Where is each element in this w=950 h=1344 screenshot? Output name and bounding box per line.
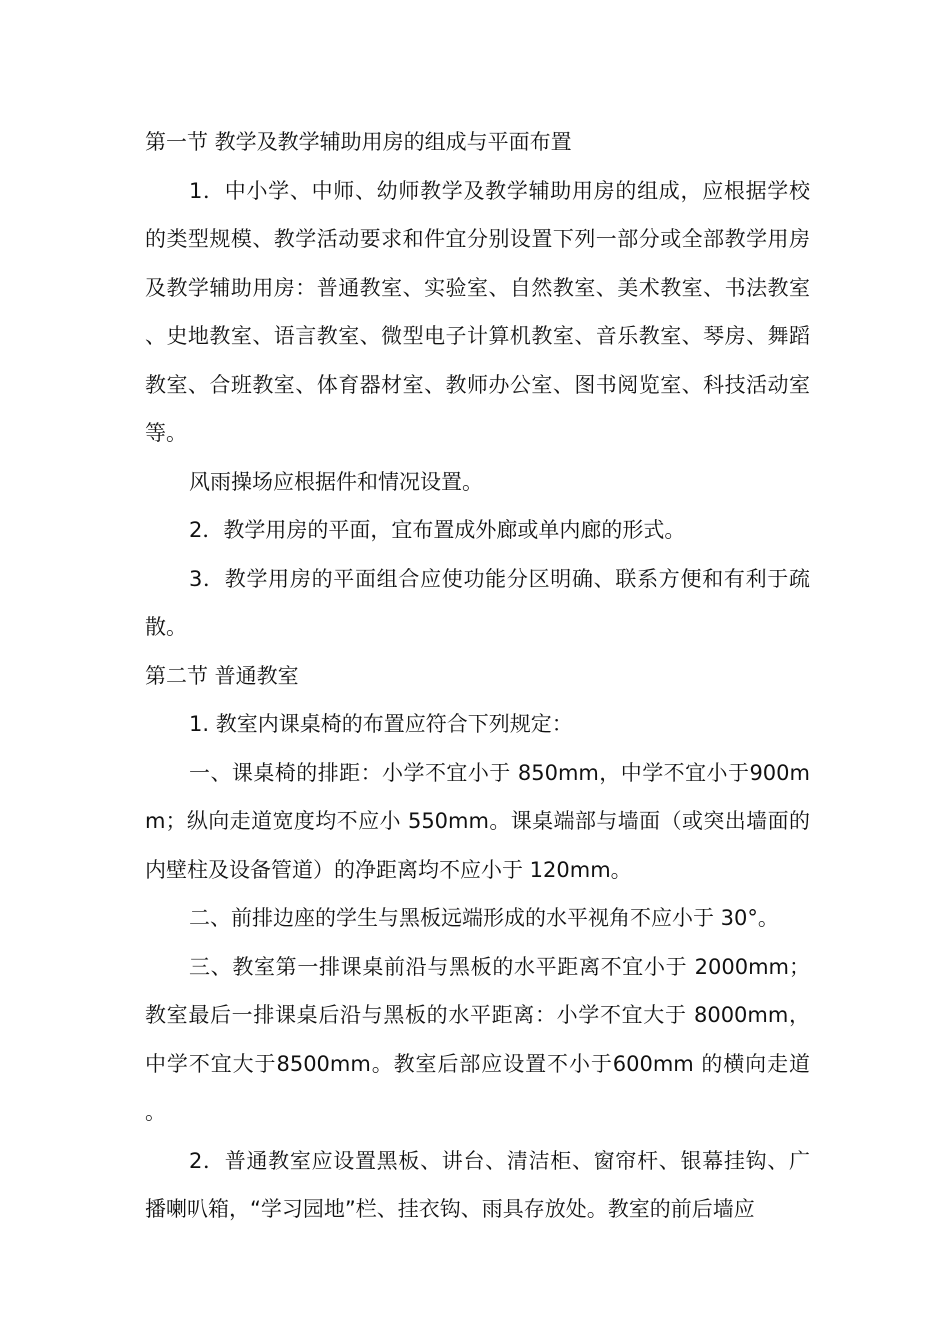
- paragraph: 2．教学用房的平面，宜布置成外廊或单内廊的形式。: [189, 518, 686, 542]
- paragraph: 3．教学用房的平面组合应使功能分区明确、联系方便和有利于疏散。: [145, 566, 810, 639]
- section-heading: 第一节 教学及教学辅助用房的组成与平面布置: [145, 130, 572, 154]
- paragraph: 1．中小学、中师、幼师教学及教学辅助用房的组成，应根据学校的类型规模、教学活动要求和件宜分别设置下列一部分或全部教学用房及教学辅助用房：普通教室、实验室、自然教室、美术教室、书法教室、史地教室、语言教室、微型电子计算机教室、音乐教室、琴房、舞蹈教室、合班教室、体育器材室、教师办公室、图书阅览室、科技活动室等。: [145, 178, 810, 445]
- paragraph: 一、课桌椅的排距：小学不宜小于 850mm，中学不宜小于900mm；纵向走道宽度均不应小 550mm。课桌端部与墙面（或突出墙面的内壁柱及设备管道）的净距离均不应小于 120mm。: [145, 760, 810, 882]
- paragraph: 2．普通教室应设置黑板、讲台、清洁柜、窗帘杆、银幕挂钩、广播喇叭箱，“学习园地”栏、挂衣钩、雨具存放处。教室的前后墙应: [145, 1148, 810, 1221]
- section-heading: 第二节 普通教室: [145, 663, 299, 688]
- paragraph: 1. 教室内课桌椅的布置应符合下列规定：: [189, 712, 573, 736]
- paragraph: 三、教室第一排课桌前沿与黑板的水平距离不宜小于 2000mm；教室最后一排课桌后沿与黑板的水平距离：小学不宜大于 8000mm，中学不宜大于8500mm。教室后部应设置不小于600mm 的横向走道。: [145, 954, 810, 1124]
- paragraph: 二、前排边座的学生与黑板远端形成的水平视角不应小于 30°。: [189, 906, 779, 930]
- document-body: [145, 118, 810, 1234]
- paragraph: 风雨操场应根据件和情况设置。: [189, 469, 483, 494]
